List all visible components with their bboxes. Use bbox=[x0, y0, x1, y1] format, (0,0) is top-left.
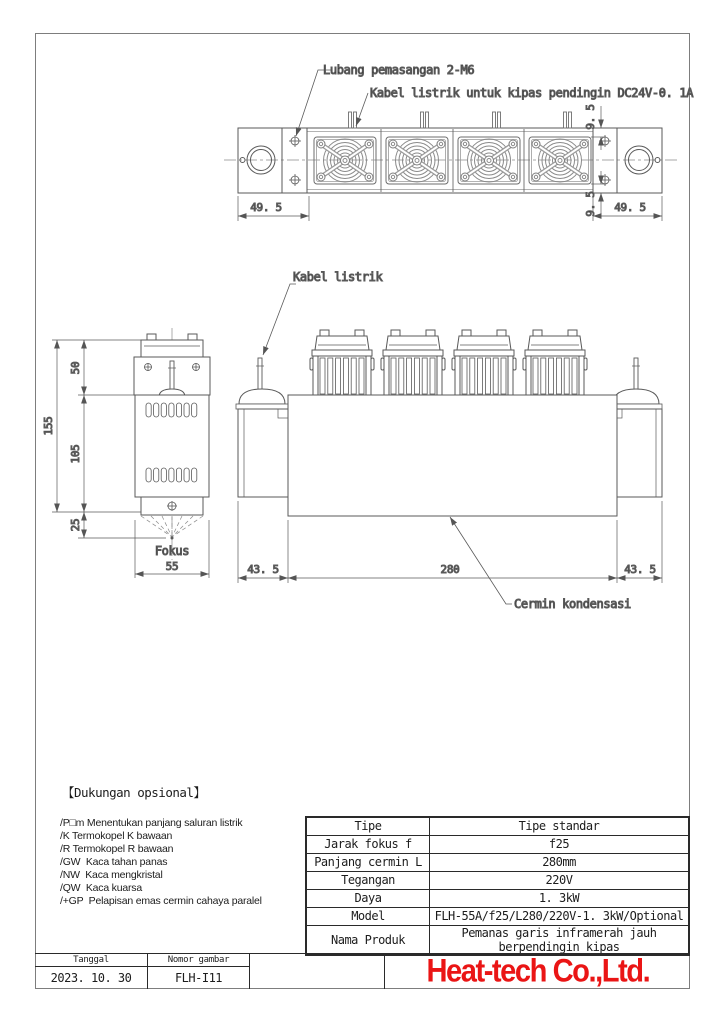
dim-focus-distance: 25 bbox=[69, 518, 82, 532]
company-logo: Heat-tech Co.,Ltd. bbox=[426, 953, 649, 989]
drawing-number-value: FLH-I11 bbox=[174, 971, 223, 985]
fan-housing-icon bbox=[523, 330, 587, 395]
spec-label: Model bbox=[306, 907, 430, 925]
option-item: /+GP Pelapisan emas cermin cahaya paralel bbox=[60, 895, 262, 907]
spec-value: 220V bbox=[430, 871, 690, 889]
spec-label: Daya bbox=[306, 889, 430, 907]
spec-value: Tipe standar bbox=[430, 817, 690, 835]
spec-label: Panjang cermin L bbox=[306, 853, 430, 871]
spec-value: f25 bbox=[430, 835, 690, 853]
option-item: /NW Kaca mengkristal bbox=[60, 869, 163, 881]
cooling-fan-icon bbox=[529, 112, 591, 184]
label-fan-cable: Kabel listrik untuk kipas pendingin DC24V-0. 1A bbox=[370, 86, 694, 100]
table-row bbox=[306, 925, 689, 955]
label-mounting-hole: Lubang pemasangan 2-M6 bbox=[323, 63, 475, 77]
cooling-fan-icon bbox=[314, 112, 376, 184]
focus-rays bbox=[141, 516, 203, 537]
option-item: /GW Kaca tahan panas bbox=[60, 856, 168, 868]
focus-point bbox=[171, 537, 174, 540]
option-item: /K Termokopel K bawaan bbox=[60, 830, 173, 842]
date-label: Tanggal bbox=[35, 954, 147, 967]
spec-label: Tegangan bbox=[306, 871, 430, 889]
option-item: /P□m Menentukan panjang saluran listrik bbox=[60, 817, 243, 829]
options-section bbox=[60, 783, 320, 908]
spec-value: FLH-55A/f25/L280/220V-1. 3kW/Optional bbox=[430, 907, 690, 925]
dim-width: 55 bbox=[165, 560, 179, 573]
dim-mirror-length: 280 bbox=[440, 563, 460, 576]
label-condensing-mirror: Cermin kondensasi bbox=[514, 597, 631, 611]
drawing-number-label: Nomor gambar bbox=[148, 954, 249, 967]
label-power-cable: Kabel listrik bbox=[293, 270, 383, 284]
dim-left-cap: 43. 5 bbox=[247, 563, 279, 576]
top-view bbox=[224, 63, 694, 221]
fan-housing-icon bbox=[381, 330, 445, 395]
spec-value: 1. 3kW bbox=[430, 889, 690, 907]
spec-value: Pemanas garis inframerah jauh berpendingin kipas bbox=[430, 925, 690, 955]
options-list bbox=[60, 817, 320, 908]
cooling-fan-icon bbox=[386, 112, 448, 184]
spec-label: Nama Produk bbox=[306, 925, 430, 955]
top-view-leaders bbox=[296, 70, 368, 136]
date-cell bbox=[35, 954, 148, 989]
dim-total-height: 155 bbox=[42, 416, 55, 436]
cooling-fan-icon bbox=[458, 112, 520, 184]
dim-top-inset: 9. 5 bbox=[584, 104, 597, 130]
company-logo-cell bbox=[385, 954, 690, 989]
table-row bbox=[306, 817, 689, 835]
drawing-number-cell bbox=[148, 954, 250, 989]
table-row bbox=[306, 889, 689, 907]
spec-label: Jarak fokus f bbox=[306, 835, 430, 853]
table-row bbox=[306, 853, 689, 871]
spec-value: 280mm bbox=[430, 853, 690, 871]
options-title: 【Dukungan opsional】 bbox=[62, 785, 206, 800]
table-row bbox=[306, 871, 689, 889]
dim-right-cap: 43. 5 bbox=[624, 563, 656, 576]
fan-housing-icon bbox=[310, 330, 374, 395]
label-focus: Fokus bbox=[154, 544, 190, 558]
dim-fan-height: 50 bbox=[69, 361, 82, 375]
dim-right-end-width: 49. 5 bbox=[614, 201, 646, 214]
option-item: /R Termokopel R bawaan bbox=[60, 843, 174, 855]
top-view-dimensions bbox=[238, 106, 662, 221]
front-view bbox=[236, 270, 662, 611]
spec-table bbox=[305, 816, 690, 956]
empty-cell bbox=[250, 954, 385, 989]
table-row bbox=[306, 907, 689, 925]
dim-bottom-inset: 9. 5 bbox=[584, 191, 597, 217]
option-item: /QW Kaca kuarsa bbox=[60, 882, 142, 894]
side-view bbox=[42, 328, 210, 578]
title-block bbox=[35, 953, 690, 989]
dim-body-height: 105 bbox=[69, 444, 82, 464]
spec-label: Tipe bbox=[306, 817, 430, 835]
table-row bbox=[306, 835, 689, 853]
mirror-body bbox=[288, 395, 617, 516]
fan-housing-icon bbox=[452, 330, 516, 395]
dim-left-end-width: 49. 5 bbox=[250, 201, 282, 214]
date-value: 2023. 10. 30 bbox=[50, 971, 132, 985]
